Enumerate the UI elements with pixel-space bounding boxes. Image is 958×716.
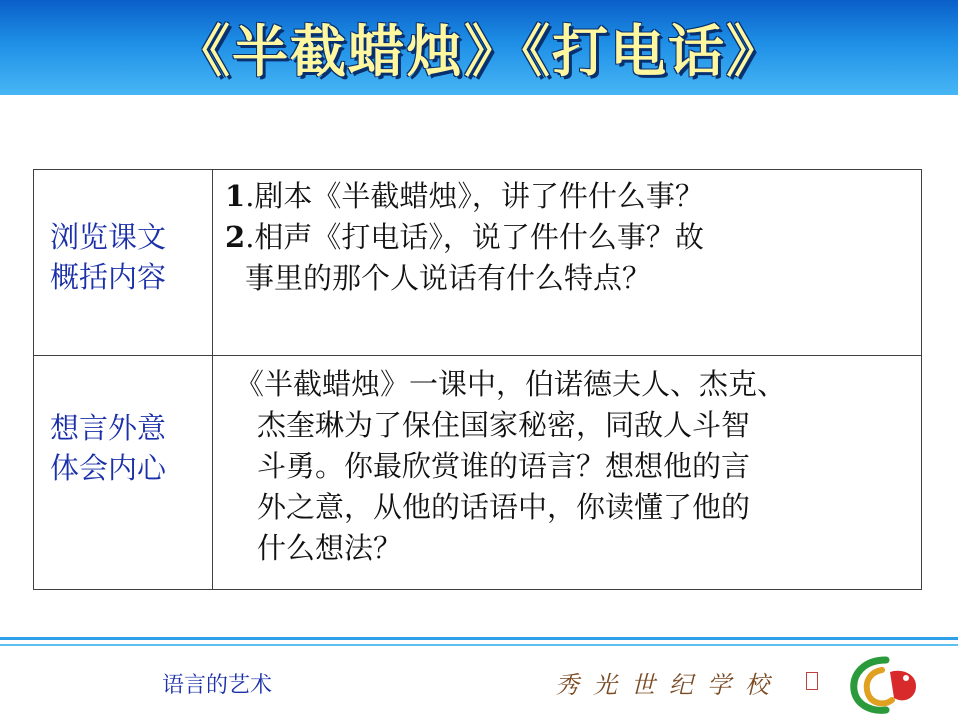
- table-row: [34, 356, 922, 590]
- subject-label: 语言的艺术: [162, 673, 273, 698]
- paragraph-line: 外之意，从他的话语中，你读懂了他的: [257, 490, 751, 524]
- content-table: [33, 169, 922, 590]
- school-logo-icon: [846, 654, 926, 714]
- row-content-cell: [213, 170, 922, 356]
- question-text: .剧本《半截蜡烛》，讲了件什么事？: [245, 179, 704, 213]
- row-label-line: 想言外意: [50, 411, 167, 445]
- question-number: 1: [225, 179, 246, 213]
- footer-divider: [0, 637, 958, 657]
- question-continuation: 事里的那个人说话有什么特点？: [245, 261, 652, 295]
- question-number: 2: [225, 220, 246, 254]
- paragraph-line: 什么想法？: [257, 531, 403, 565]
- row-label-cell: [34, 356, 213, 590]
- row-label-cell: [34, 170, 213, 356]
- slide-title: 《半截蜡烛》《打电话》: [174, 20, 784, 85]
- row-label-line: 概括内容: [50, 260, 167, 294]
- question-item: [225, 217, 917, 258]
- question-text: .相声《打电话》，说了件什么事？故: [245, 220, 704, 254]
- paragraph-line: 《半截蜡烛》一课中，伯诺德夫人、杰克、: [235, 367, 787, 401]
- row-label-line: 浏览课文: [50, 220, 167, 254]
- question-item: [225, 176, 917, 217]
- paragraph-line: 杰奎琳为了保住国家秘密，同敌人斗智: [257, 408, 751, 442]
- row-label-line: 体会内心: [50, 451, 167, 485]
- table-row: [34, 170, 922, 356]
- school-name: 秀光世纪学校: [555, 671, 783, 699]
- title-banner: [0, 0, 958, 95]
- row-content-cell: [213, 356, 922, 590]
- seal-stamp-icon: [806, 672, 818, 690]
- paragraph-line: 斗勇。你最欣赏谁的语言？想想他的言: [257, 449, 751, 483]
